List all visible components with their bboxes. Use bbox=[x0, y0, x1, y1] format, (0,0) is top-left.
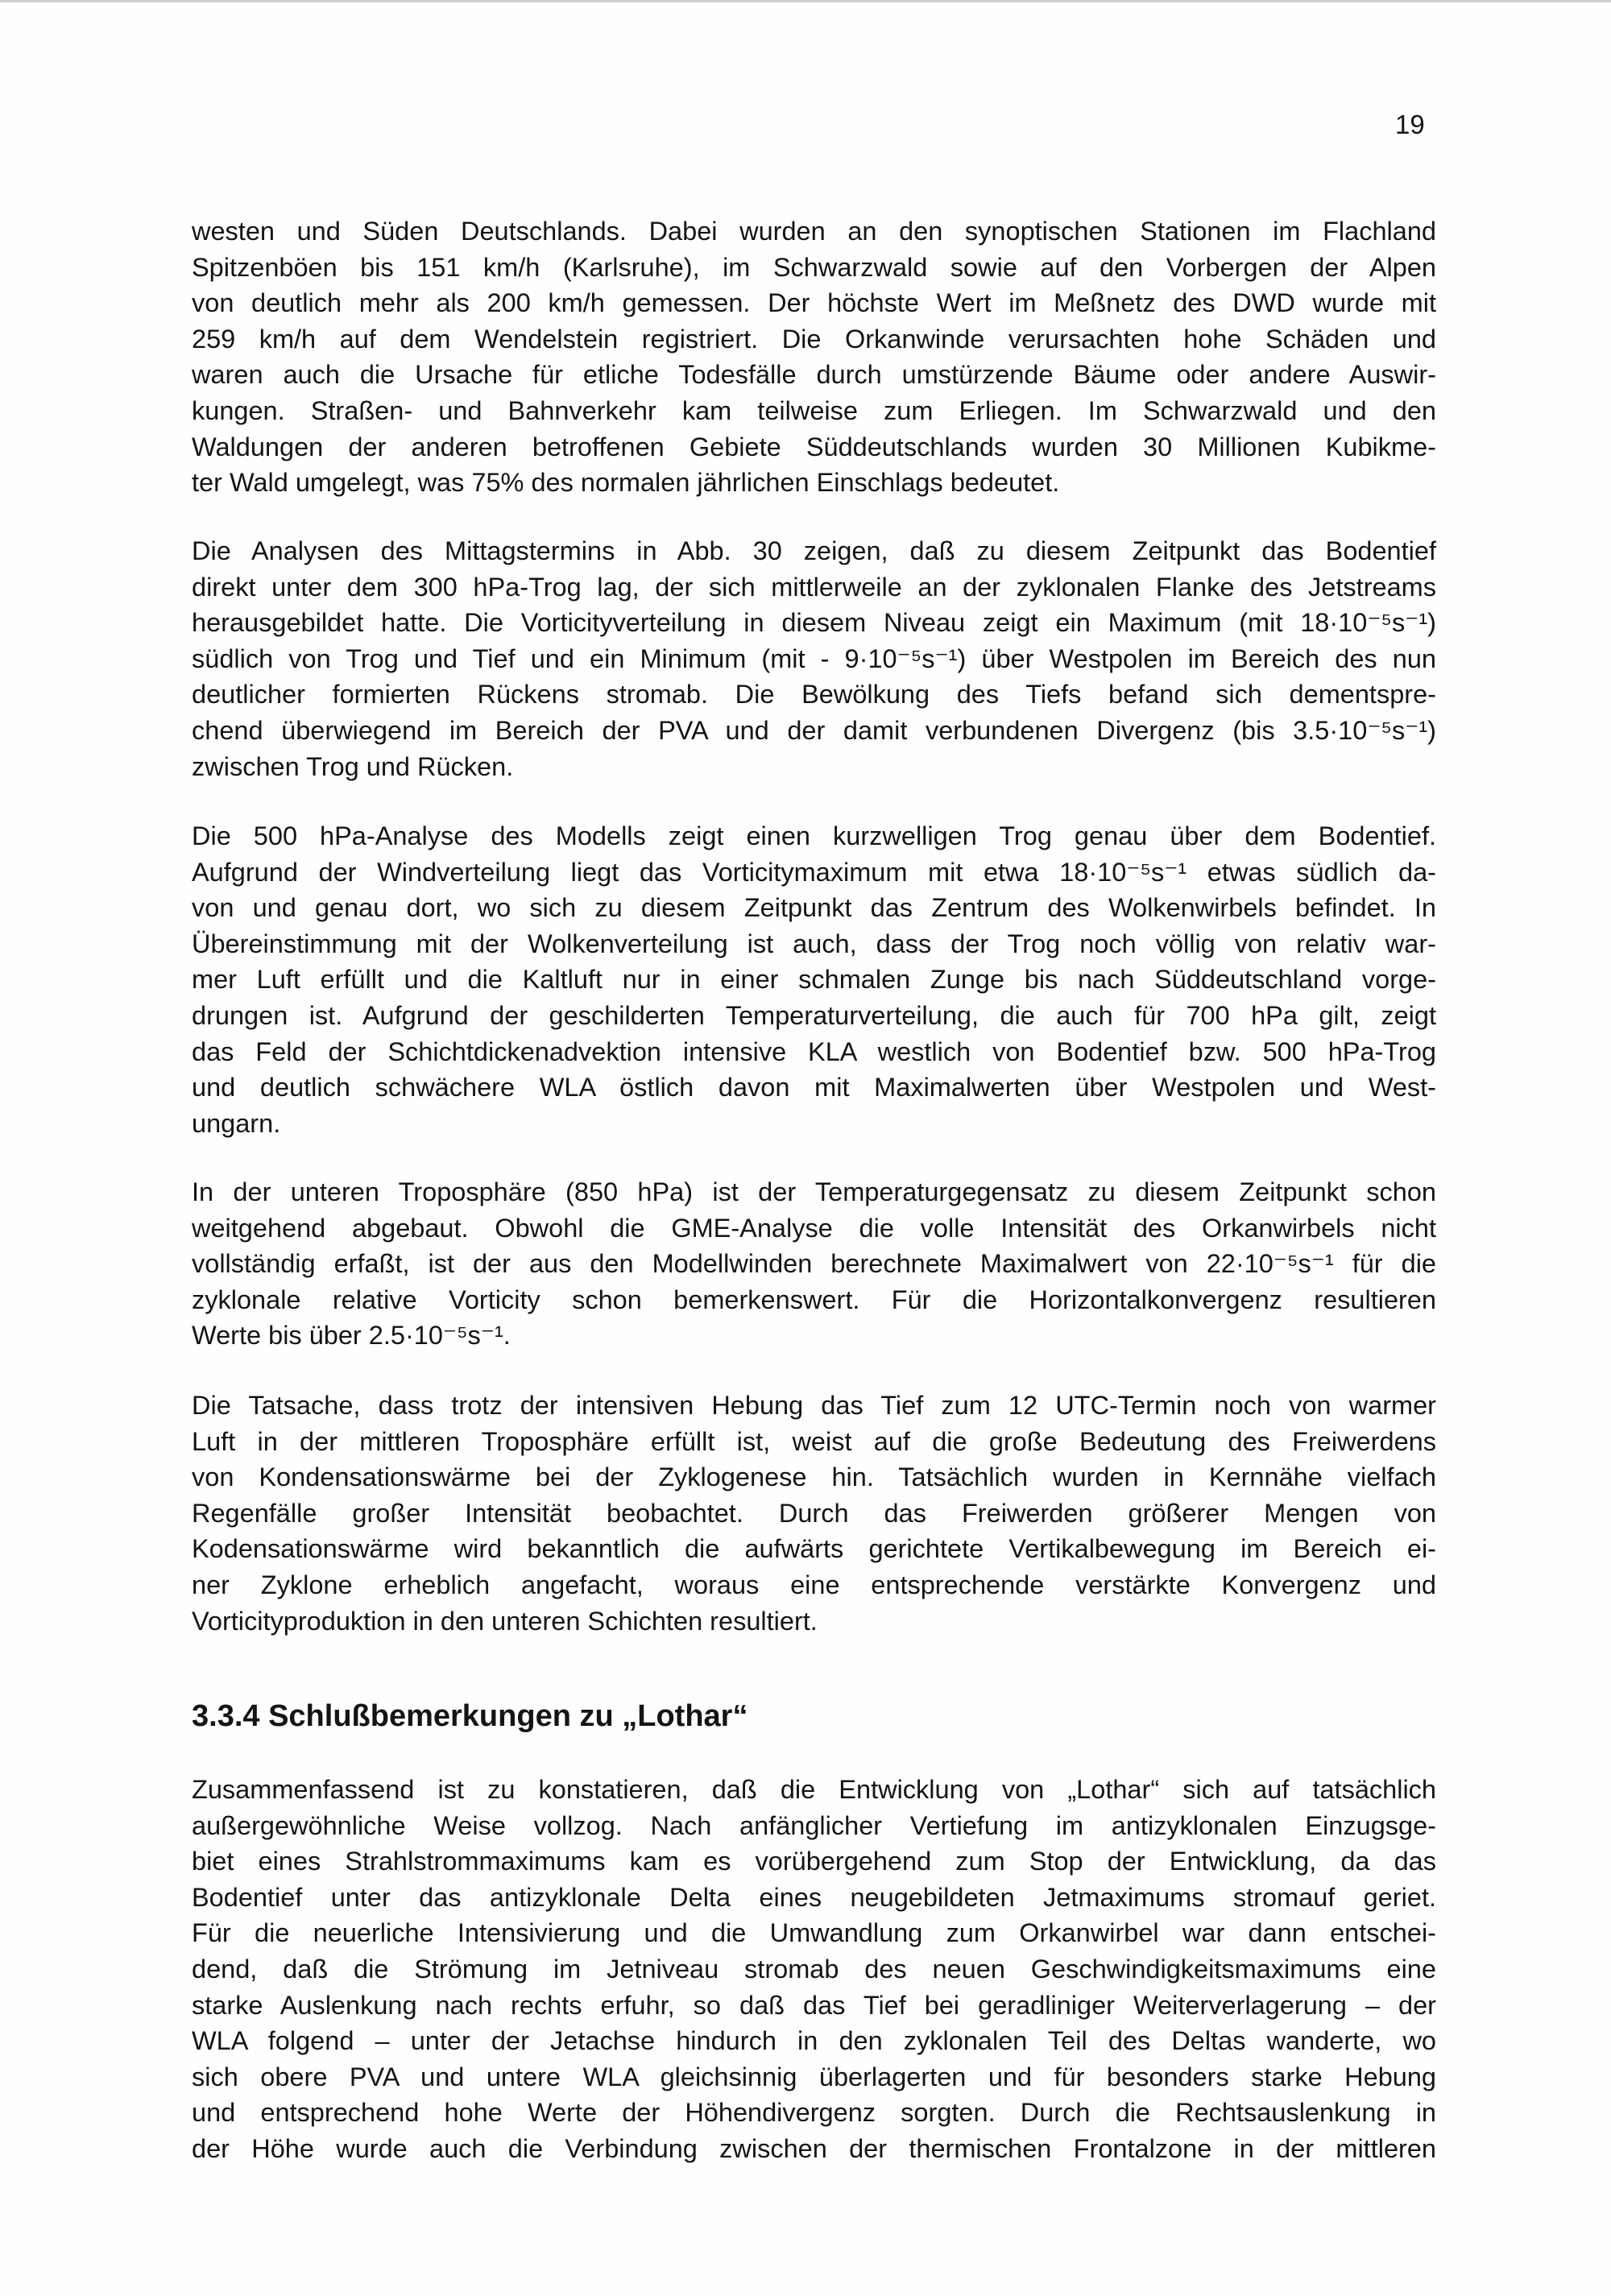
text-line: weitgehend abgebaut. Obwohl die GME-Analyse die volle Intensität des Orkanwirbels nicht bbox=[192, 1213, 1436, 1243]
paragraph bbox=[192, 213, 1436, 501]
text-line: waren auch die Ursache für etliche Todesfälle durch umstürzende Bäume oder andere Auswir- bbox=[192, 360, 1436, 390]
text-line: Für die neuerliche Intensivierung und die Umwandlung zum Orkanwirbel war dann entschei- bbox=[192, 1918, 1436, 1948]
text-line: Zusammenfassend ist zu konstatieren, daß die Entwicklung von „Lothar“ sich auf tatsächlich bbox=[192, 1775, 1436, 1804]
text-line: chend überwiegend im Bereich der PVA und der damit verbundenen Divergenz (bis 3.5·10⁻⁵s⁻¹) bbox=[192, 715, 1436, 745]
text-line: von deutlich mehr als 200 km/h gemessen. Der höchste Wert im Meßnetz des DWD wurde mit bbox=[192, 288, 1436, 318]
paragraph bbox=[192, 818, 1436, 1141]
text-line: Kodensationswärme wird bekanntlich die aufwärts gerichtete Vertikalbewegung im Bereich ei- bbox=[192, 1534, 1436, 1564]
text-line: deutlicher formierten Rückens stromab. Die Bewölkung des Tiefs befand sich dementspre- bbox=[192, 680, 1436, 709]
text-line: Werte bis über 2.5·10⁻⁵s⁻¹. bbox=[192, 1321, 511, 1351]
text-line: Übereinstimmung mit der Wolkenverteilung ist auch, dass der Trog noch völlig von relativ war- bbox=[192, 929, 1436, 958]
scan-edge bbox=[0, 0, 1611, 2]
text-line: Aufgrund der Windverteilung liegt das Vorticitymaximum mit etwa 18·10⁻⁵s⁻¹ etwas südlich da- bbox=[192, 857, 1436, 887]
text-line: mer Luft erfüllt und die Kaltluft nur in einer schmalen Zunge bis nach Süddeutschland vorge- bbox=[192, 965, 1436, 995]
text-line: Die Analysen des Mittagstermins in Abb. 30 zeigen, daß zu diesem Zeitpunkt das Bodentief bbox=[192, 536, 1436, 565]
text-line: Spitzenböen bis 151 km/h (Karlsruhe), im Schwarzwald sowie auf den Vorbergen der Alpen bbox=[192, 252, 1436, 282]
text-line: Luft in der mittleren Troposphäre erfüllt ist, weist auf die große Bedeutung des Freiwerdens bbox=[192, 1426, 1436, 1456]
text-line: von und genau dort, wo sich zu diesem Zeitpunkt das Zentrum des Wolkenwirbels befindet. In bbox=[192, 893, 1436, 923]
text-line: Bodentief unter das antizyklonale Delta eines neugebildeten Jetmaximums stromauf geriet. bbox=[192, 1882, 1436, 1912]
text-line: direkt unter dem 300 hPa-Trog lag, der sich mittlerweile an der zyklonalen Flanke des Jetstreams bbox=[192, 572, 1436, 602]
text-line: biet eines Strahlstrommaximums kam es vorübergehend zum Stop der Entwicklung, da das bbox=[192, 1847, 1436, 1876]
text-line: der Höhe wurde auch die Verbindung zwischen der thermischen Frontalzone in der mittleren bbox=[192, 2133, 1436, 2163]
section-heading: 3.3.4 Schlußbemerkungen zu „Lothar“ bbox=[192, 1699, 748, 1733]
text-line: zyklonale relative Vorticity schon bemerkenswert. Für die Horizontalkonvergenz resultieren bbox=[192, 1285, 1436, 1314]
text-line: herausgebildet hatte. Die Vorticityverteilung in diesem Niveau zeigt ein Maximum (mit 18·10⁻⁵s⁻¹) bbox=[192, 608, 1436, 638]
text-line: ner Zyklone erheblich angefacht, woraus eine entsprechende verstärkte Konvergenz und bbox=[192, 1570, 1436, 1599]
text-line: das Feld der Schichtdickenadvektion intensive KLA westlich von Bodentief bzw. 500 hPa-Trog bbox=[192, 1036, 1436, 1066]
text-line: kungen. Straßen- und Bahnverkehr kam teilweise zum Erliegen. Im Schwarzwald und den bbox=[192, 395, 1436, 425]
text-line: ter Wald umgelegt, was 75% des normalen jährlichen Einschlags bedeutet. bbox=[192, 468, 1060, 498]
text-line: 259 km/h auf dem Wendelstein registriert. Die Orkanwinde verursachten hohe Schäden und bbox=[192, 324, 1436, 354]
page-number: 19 bbox=[1395, 110, 1425, 139]
text-line: ungarn. bbox=[192, 1108, 281, 1138]
text-line: Waldungen der anderen betroffenen Gebiete Süddeutschlands wurden 30 Millionen Kubikme- bbox=[192, 432, 1436, 461]
text-line: von Kondensationswärme bei der Zyklogenese hin. Tatsächlich wurden in Kernnähe vielfach bbox=[192, 1462, 1436, 1492]
text-line: westen und Süden Deutschlands. Dabei wurden an den synoptischen Stationen im Flachland bbox=[192, 217, 1436, 246]
paragraph bbox=[192, 1388, 1436, 1639]
paragraph bbox=[192, 1174, 1436, 1354]
text-line: In der unteren Troposphäre (850 hPa) ist der Temperaturgegensatz zu diesem Zeitpunkt schon bbox=[192, 1177, 1436, 1206]
paragraph bbox=[192, 1772, 1436, 2167]
text-line: dend, daß die Strömung im Jetniveau stromab des neuen Geschwindigkeitsmaximums eine bbox=[192, 1954, 1436, 1984]
text-line: vollständig erfaßt, ist der aus den Modellwinden berechnete Maximalwert von 22·10⁻⁵s⁻¹ für die bbox=[192, 1249, 1436, 1279]
text-line: außergewöhnliche Weise vollzog. Nach anfänglicher Vertiefung im antizyklonalen Einzugsge- bbox=[192, 1810, 1436, 1840]
paragraph bbox=[192, 533, 1436, 784]
text-line: drungen ist. Aufgrund der geschilderten Temperaturverteilung, die auch für 700 hPa gilt, zeigt bbox=[192, 1000, 1436, 1030]
text-line: südlich von Trog und Tief und ein Minimum (mit - 9·10⁻⁵s⁻¹) über Westpolen im Bereich des nun bbox=[192, 643, 1436, 673]
text-line: starke Auslenkung nach rechts erfuhr, so daß das Tief bei geradliniger Weiterverlagerung – der bbox=[192, 1990, 1436, 2020]
text-line: Vorticityproduktion in den unteren Schichten resultiert. bbox=[192, 1606, 818, 1636]
text-line: Die Tatsache, dass trotz der intensiven Hebung das Tief zum 12 UTC-Termin noch von warmer bbox=[192, 1391, 1436, 1420]
text-line: Regenfälle großer Intensität beobachtet. Durch das Freiwerden größerer Mengen von bbox=[192, 1498, 1436, 1528]
text-line: WLA folgend – unter der Jetachse hindurch in den zyklonalen Teil des Deltas wanderte, wo bbox=[192, 2026, 1436, 2056]
text-line: und deutlich schwächere WLA östlich davon mit Maximalwerten über Westpolen und West- bbox=[192, 1073, 1436, 1102]
text-line: sich obere PVA und untere WLA gleichsinnig überlagerten und für besonders starke Hebung bbox=[192, 2062, 1436, 2091]
text-line: Die 500 hPa-Analyse des Modells zeigt einen kurzwelligen Trog genau über dem Bodentief. bbox=[192, 821, 1436, 850]
text-line: und entsprechend hohe Werte der Höhendivergenz sorgten. Durch die Rechtsauslenkung in bbox=[192, 2098, 1436, 2128]
text-line: zwischen Trog und Rücken. bbox=[192, 751, 514, 781]
